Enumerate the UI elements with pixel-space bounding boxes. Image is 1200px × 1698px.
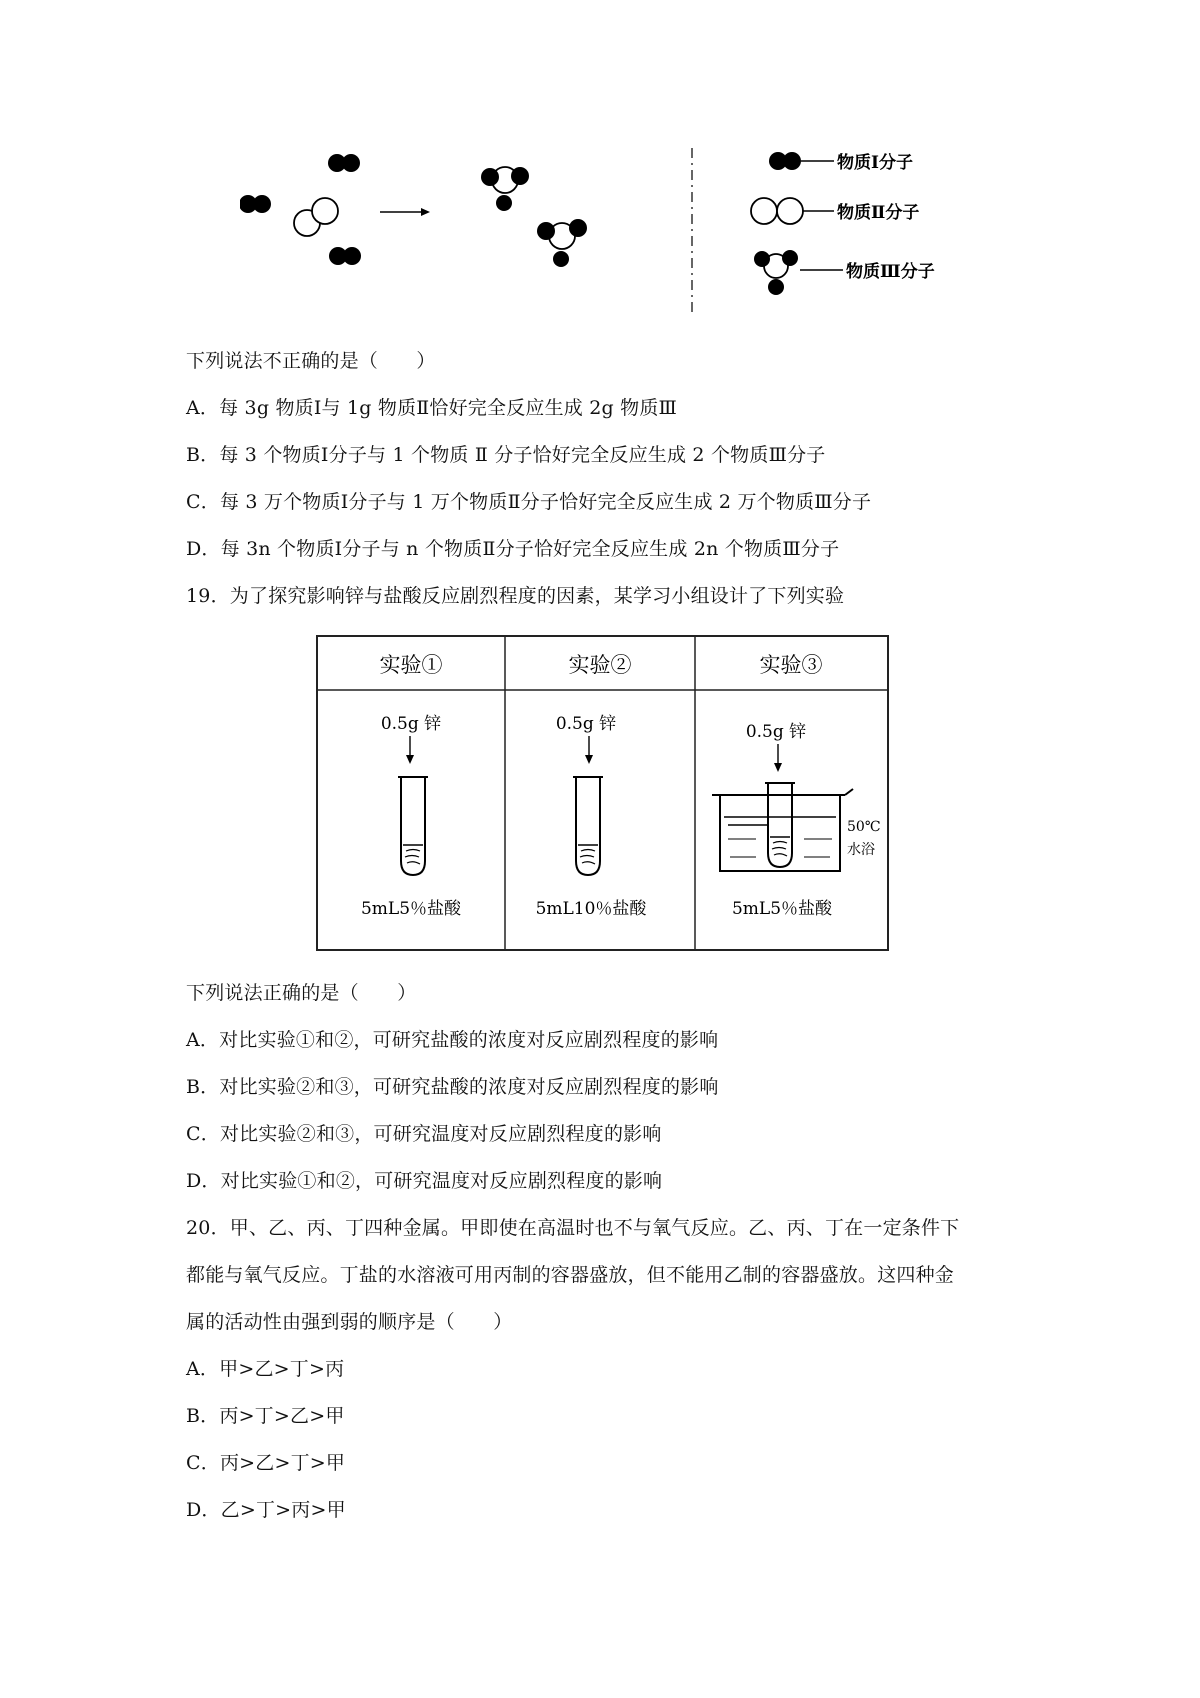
experiment-table (316, 635, 890, 953)
q18-option-a: A．每 3g 物质Ⅰ与 1g 物质Ⅱ恰好完全反应生成 2g 物质Ⅲ (186, 397, 678, 419)
q19-option-c: C．对比实验②和③，可研究温度对反应剧烈程度的影响 (186, 1123, 662, 1145)
legend-icon-ii (751, 198, 834, 224)
product-molecule-iii (537, 219, 587, 267)
bath-temp-label: 50℃ (847, 819, 881, 835)
q19-option-b: B．对比实验②和③，可研究盐酸的浓度对反应剧烈程度的影响 (186, 1076, 719, 1098)
acid-label-3: 5mL5％盐酸 (731, 899, 833, 919)
q20-option-a: A．甲>乙>丁>丙 (186, 1358, 345, 1380)
q20-option-c: C．丙>乙>丁>甲 (186, 1452, 346, 1474)
q20-stem-line-2: 都能与氧气反应。丁盐的水溶液可用丙制的容器盛放，但不能用乙制的容器盛放。这四种金 (186, 1264, 955, 1286)
q18-stem: 下列说法不正确的是（ ） (186, 350, 436, 372)
legend-label-ii: 物质Ⅱ分子 (837, 203, 920, 223)
zinc-label-1: 0.5g 锌 (380, 714, 442, 734)
q20-stem-line-3: 属的活动性由强到弱的顺序是（ ） (186, 1311, 513, 1333)
zinc-label-3: 0.5g 锌 (745, 722, 807, 742)
bath-label: 水浴 (847, 842, 875, 858)
q19-stem: 下列说法正确的是（ ） (186, 982, 417, 1004)
legend-label-iii: 物质Ⅲ分子 (846, 262, 935, 282)
product-molecule-iii (481, 167, 529, 211)
acid-label-2: 5mL10％盐酸 (535, 899, 647, 919)
reactant-molecule-i (328, 154, 360, 172)
q18-option-b: B．每 3 个物质Ⅰ分子与 1 个物质 Ⅱ 分子恰好完全反应生成 2 个物质Ⅲ分子 (186, 444, 826, 466)
reactant-molecule-i (329, 247, 361, 265)
q18-option-d: D．每 3n 个物质Ⅰ分子与 n 个物质Ⅱ分子恰好完全反应生成 2n 个物质Ⅲ分子 (186, 538, 840, 560)
reaction-arrow (380, 208, 430, 216)
legend-label-i: 物质Ⅰ分子 (837, 153, 913, 173)
acid-label-1: 5mL5％盐酸 (360, 899, 462, 919)
q20-option-d: D．乙>丁>丙>甲 (186, 1499, 346, 1521)
q20-option-b: B．丙>丁>乙>甲 (186, 1405, 345, 1427)
q19-option-a: A．对比实验①和②，可研究盐酸的浓度对反应剧烈程度的影响 (186, 1029, 719, 1051)
q19-option-d: D．对比实验①和②，可研究温度对反应剧烈程度的影响 (186, 1170, 663, 1192)
q18-option-c: C．每 3 万个物质Ⅰ分子与 1 万个物质Ⅱ分子恰好完全反应生成 2 万个物质Ⅲ分子 (186, 491, 872, 513)
header-experiment-2: 实验② (568, 653, 632, 677)
reactant-molecule-i (240, 195, 271, 213)
reactant-molecule-ii (294, 198, 338, 236)
q19-title: 19．为了探究影响锌与盐酸反应剧烈程度的因素，某学习小组设计了下列实验 (186, 585, 845, 607)
zinc-label-2: 0.5g 锌 (555, 714, 617, 734)
header-experiment-1: 实验① (379, 653, 443, 677)
legend-icon-i (769, 152, 834, 170)
reaction-diagram (240, 148, 960, 318)
legend-icon-iii (754, 250, 843, 295)
q20-stem-line-1: 20．甲、乙、丙、丁四种金属。甲即使在高温时也不与氧气反应。乙、丙、丁在一定条件下 (186, 1217, 960, 1239)
header-experiment-3: 实验③ (759, 653, 823, 677)
